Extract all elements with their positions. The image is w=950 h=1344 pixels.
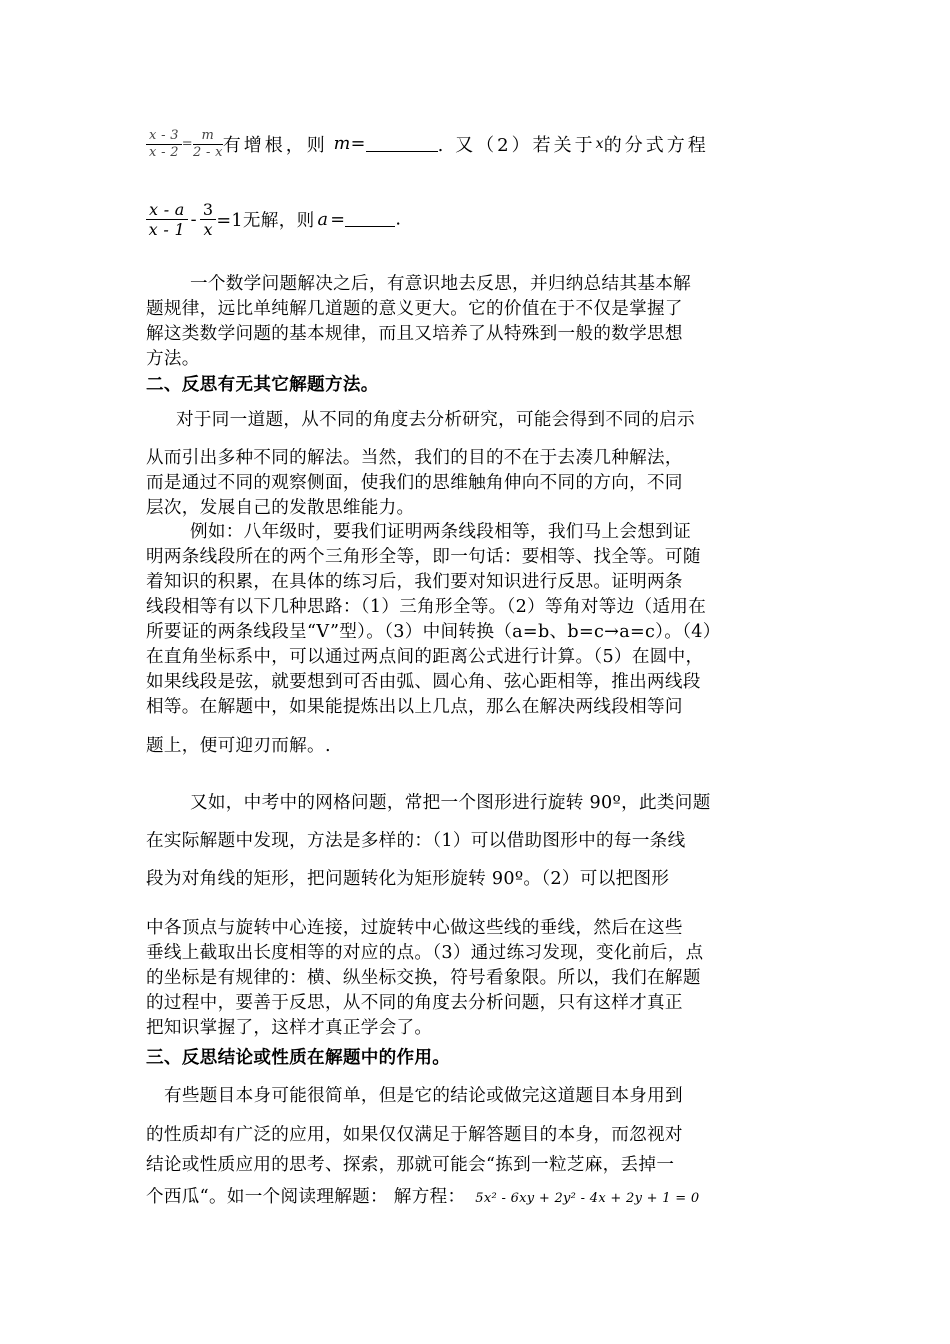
text-line: 而是通过不同的观察侧面，使我们的思维触角伸向不同的方向，不同 — [146, 473, 683, 493]
fraction-right — [193, 128, 223, 160]
answer-blank — [366, 137, 438, 152]
variable-a: a — [317, 209, 329, 230]
text-segment: 的分式方程 — [603, 135, 709, 157]
paragraph-conclusion — [146, 1120, 806, 1180]
text-line: 段为对角线的矩形，把问题转化为矩形旋转 90º。（2）可以把图形 — [146, 869, 670, 889]
text-segment: 个西瓜“。如一个阅读理解题： 解方程： — [146, 1187, 466, 1207]
text-line: 在实际解题中发现，方法是多样的：（1）可以借助图形中的每一条线 — [146, 831, 686, 851]
text-line: 的过程中，要善于反思，从不同的角度去分析问题，只有这样才真正 — [146, 993, 683, 1013]
text-line: 着知识的积累，在具体的练习后，我们要对知识进行反思。证明两条 — [146, 572, 683, 592]
equals-sign: = — [330, 209, 346, 230]
text-line: 的性质却有广泛的应用，如果仅仅满足于解答题目的本身，而忽视对 — [146, 1125, 683, 1145]
fraction-numerator: 3 — [200, 200, 216, 220]
variable-x: x — [595, 136, 604, 153]
text-line: 例如：八年级时，要我们证明两条线段相等，我们马上会想到证 — [190, 522, 692, 542]
paragraph-multiple-methods — [146, 446, 806, 521]
paragraph-grid-rotation — [146, 784, 806, 898]
fraction-numerator: x - a — [146, 200, 188, 220]
text-line: 垂线上截取出长度相等的对应的点。（3）通过练习发现，变化前后，点 — [146, 943, 704, 963]
text-line: 方法。 — [146, 349, 200, 369]
paragraph-reflection-intro — [146, 272, 806, 372]
equation-line-1 — [146, 128, 806, 168]
text-line: 结论或性质应用的思考、探索，那就可能会“拣到一粒芝麻，丢掉一 — [146, 1155, 675, 1175]
fraction-numerator: x - 3 — [146, 128, 182, 145]
text-line: 在直角坐标系中，可以通过两点间的距离公式进行计算。（5）在圆中， — [146, 647, 704, 667]
paragraph-conclusion-intro: 有些题目本身可能很简单，但是它的结论或做完这道题目本身用到 — [164, 1086, 683, 1106]
text-line: 线段相等有以下几种思路：（1）三角形全等。（2）等角对等边（适用在 — [146, 597, 707, 617]
paragraph-reading-problem — [146, 1185, 806, 1211]
fraction-denominator: 2 - x — [192, 144, 223, 160]
section-heading-3: 三、反思结论或性质在解题中的作用。 — [146, 1047, 451, 1068]
text-line: 一个数学问题解决之后，有意识地去反思，并归纳总结其基本解 — [190, 274, 692, 294]
fraction-right — [200, 200, 216, 239]
text-segment: . 又（2）若关于 — [437, 135, 596, 157]
text-line: 题规律，远比单纯解几道题的意义更大。它的价值在于不仅是掌握了 — [146, 299, 683, 319]
equals-sign: = — [181, 136, 193, 152]
fraction-denominator: x — [203, 220, 213, 240]
fraction-denominator: x - 1 — [148, 220, 185, 240]
fraction-denominator: x - 2 — [149, 144, 179, 160]
paragraph-example-segments-end: 题上，便可迎刃而解。. — [146, 736, 331, 756]
period: . — [395, 209, 402, 230]
text-line: 中各顶点与旋转中心连接，过旋转中心做这些线的垂线，然后在这些 — [146, 918, 683, 938]
minus-sign: - — [190, 209, 197, 230]
fraction-left — [146, 200, 188, 239]
equals-sign: = — [350, 134, 366, 155]
text-line: 的坐标是有规律的：横、纵坐标交换，符号看象限。所以，我们在解题 — [146, 968, 701, 988]
text-segment: =1无解，则 — [216, 211, 315, 232]
paragraph-rotation-methods — [146, 916, 806, 1041]
text-segment: 有增根，则 — [222, 135, 328, 157]
variable-m: m — [333, 134, 351, 155]
text-line: 又如，中考中的网格问题，常把一个图形进行旋转 90º，此类问题 — [190, 793, 711, 813]
answer-blank — [345, 212, 395, 227]
fraction-left — [146, 128, 182, 160]
text-line: 如果线段是弦，就要想到可否由弧、圆心角、弦心距相等，推出两线段 — [146, 672, 701, 692]
text-line: 解这类数学问题的基本规律，而且又培养了从特殊到一般的数学思想 — [146, 324, 683, 344]
text-line: 相等。在解题中，如果能提炼出以上几点，那么在解决两线段相等问 — [146, 697, 683, 717]
text-line: 从而引出多种不同的解法。当然，我们的目的不在于去凑几种解法， — [146, 448, 683, 468]
text-line: 把知识掌握了，这样才真正学会了。 — [146, 1018, 433, 1038]
paragraph-multiple-methods-intro: 对于同一道题，从不同的角度去分析研究，可能会得到不同的启示 — [176, 410, 695, 430]
final-equation: 5x² - 6xy + 2y² - 4x + 2y + 1 = 0 — [475, 1191, 700, 1206]
paragraph-example-segments — [146, 520, 806, 720]
equation-line-2 — [146, 200, 806, 248]
text-line: 明两条线段所在的两个三角形全等，即一句话：要相等、找全等。可随 — [146, 547, 701, 567]
text-line: 所要证的两条线段呈“V”型）。（3）中间转换（a=b、b=c→a=c）。（4） — [146, 622, 721, 642]
section-heading-2: 二、反思有无其它解题方法。 — [146, 374, 379, 395]
text-line: 层次，发展自己的发散思维能力。 — [146, 498, 415, 518]
fraction-numerator: m — [193, 128, 223, 145]
